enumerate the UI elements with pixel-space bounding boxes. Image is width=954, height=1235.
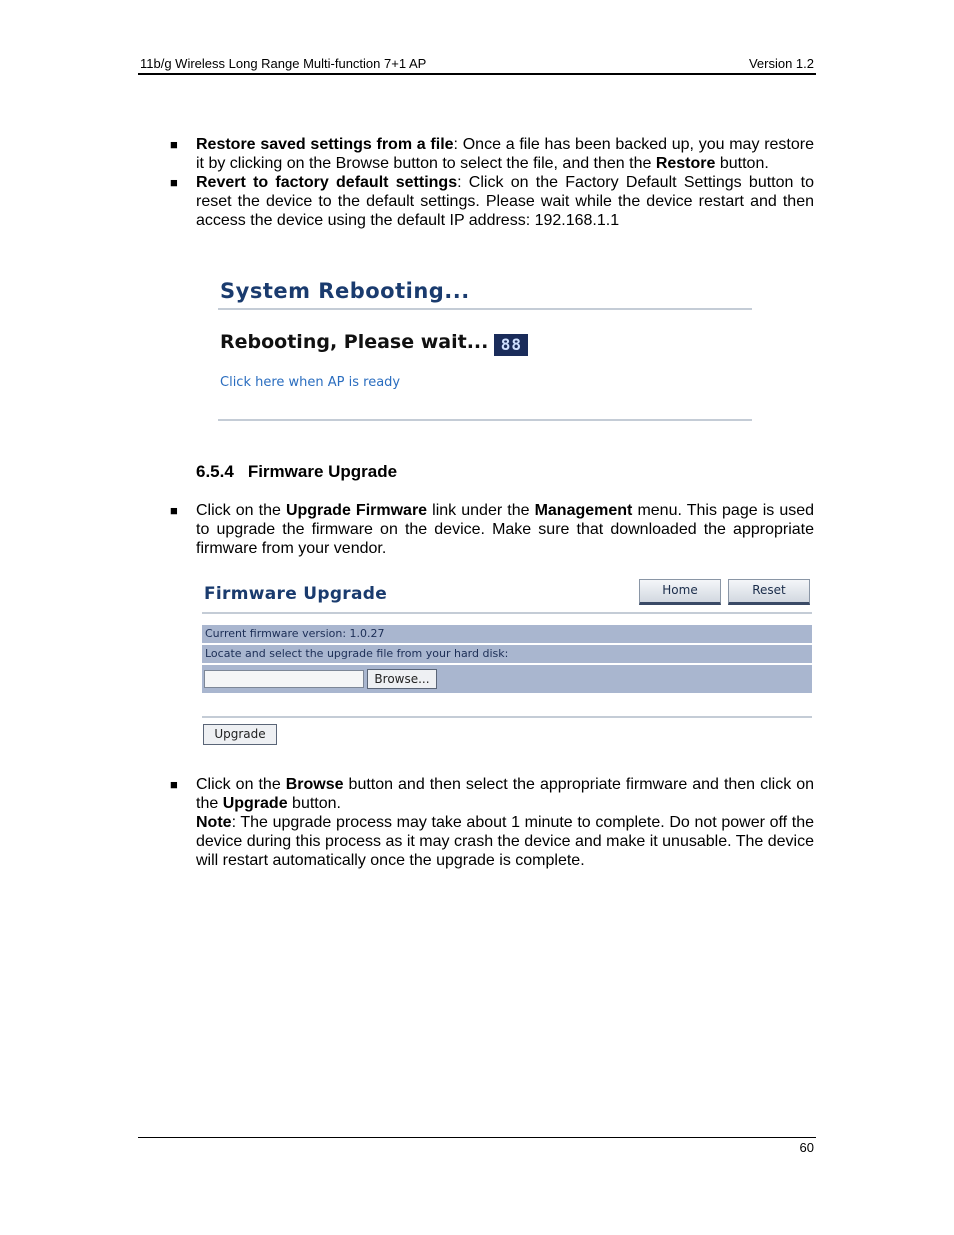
bullet-text: Click on the [196, 502, 286, 519]
current-version-text: Current firmware version: 1.0.27 [205, 627, 385, 640]
bullet-text: button. [715, 155, 769, 172]
page-number: 60 [799, 1140, 814, 1155]
locate-file-row [202, 645, 812, 663]
bullet-square-icon: ■ [170, 503, 178, 518]
bullet-bold: Restore saved settings from a file [196, 136, 454, 153]
browse-button[interactable]: Browse... [367, 669, 437, 689]
bullet-text: link under the [427, 502, 535, 519]
bullet-text: : Click on the Factory Default Settings button to reset the device to the default settings. Please wait while the device restart and then access the device using the default IP address: 192.168.1.1 [196, 174, 815, 229]
note-label: Note [196, 814, 232, 831]
reboot-divider [218, 308, 752, 310]
bullet-square-icon: ■ [170, 175, 178, 190]
list-item [170, 501, 814, 558]
reboot-wait-label: Rebooting, Please wait... [220, 331, 489, 353]
list-item [170, 173, 814, 230]
reset-button[interactable]: Reset [728, 579, 810, 605]
file-path-input[interactable] [204, 670, 364, 688]
header-rule [138, 73, 816, 75]
bullet-bold: Upgrade Firmware [285, 502, 428, 519]
list-item [170, 135, 814, 173]
firmware-divider [202, 716, 812, 718]
bullet-bold: Management [534, 502, 633, 519]
bullet-list-top [170, 135, 814, 230]
bullet-text: menu. This page is used to upgrade the firmware on the device. Make sure that downloaded the appropriate firmware from your vendor. [196, 502, 815, 557]
bullet-text: button. [287, 795, 341, 812]
footer-rule [138, 1137, 816, 1138]
header-title: 11b/g Wireless Long Range Multi-function 7+1 AP [140, 56, 427, 71]
header-version: Version 1.2 [748, 56, 814, 71]
bullet-bold: Revert to factory default settings [196, 174, 458, 191]
upgrade-button[interactable]: Upgrade [203, 724, 277, 745]
section-heading [196, 462, 397, 482]
firmware-upgrade-screenshot [202, 575, 814, 751]
home-button[interactable]: Home [639, 579, 721, 605]
reboot-divider [218, 419, 752, 421]
bullet-list-mid [170, 501, 814, 558]
ap-ready-link[interactable]: Click here when AP is ready [220, 375, 401, 390]
bullet-square-icon: ■ [170, 777, 178, 792]
bullet-list-bottom [170, 775, 814, 870]
note-paragraph [170, 813, 814, 870]
bullet-text: Click on the [196, 776, 286, 793]
bullet-bold: Restore [655, 155, 716, 172]
countdown-counter: 88 [494, 334, 528, 356]
section-title: Firmware Upgrade [247, 462, 398, 481]
reboot-title: System Rebooting... [220, 279, 470, 303]
firmware-divider [202, 612, 812, 614]
list-item [170, 775, 814, 813]
section-number: 6.5.4 [196, 462, 234, 481]
bullet-text: button and then select the appropriate firmware and then click on the [196, 776, 814, 812]
reboot-wait-text [220, 331, 528, 356]
current-version-row [202, 625, 812, 643]
bullet-square-icon: ■ [170, 137, 178, 152]
note-text: : The upgrade process may take about 1 minute to complete. Do not power off the device during this process as it may crash the device and make it unusable. The device will restart automatically once the upgrade is complete. [196, 814, 814, 869]
reboot-screenshot [218, 275, 754, 425]
bullet-bold: Upgrade [222, 795, 288, 812]
bullet-text: : Once a file has been backed up, you may restore it by clicking on the Browse button to select the file, and then the [196, 136, 814, 172]
bullet-bold: Browse [285, 776, 344, 793]
firmware-title: Firmware Upgrade [204, 584, 388, 604]
locate-file-label: Locate and select the upgrade file from your hard disk: [205, 647, 509, 660]
